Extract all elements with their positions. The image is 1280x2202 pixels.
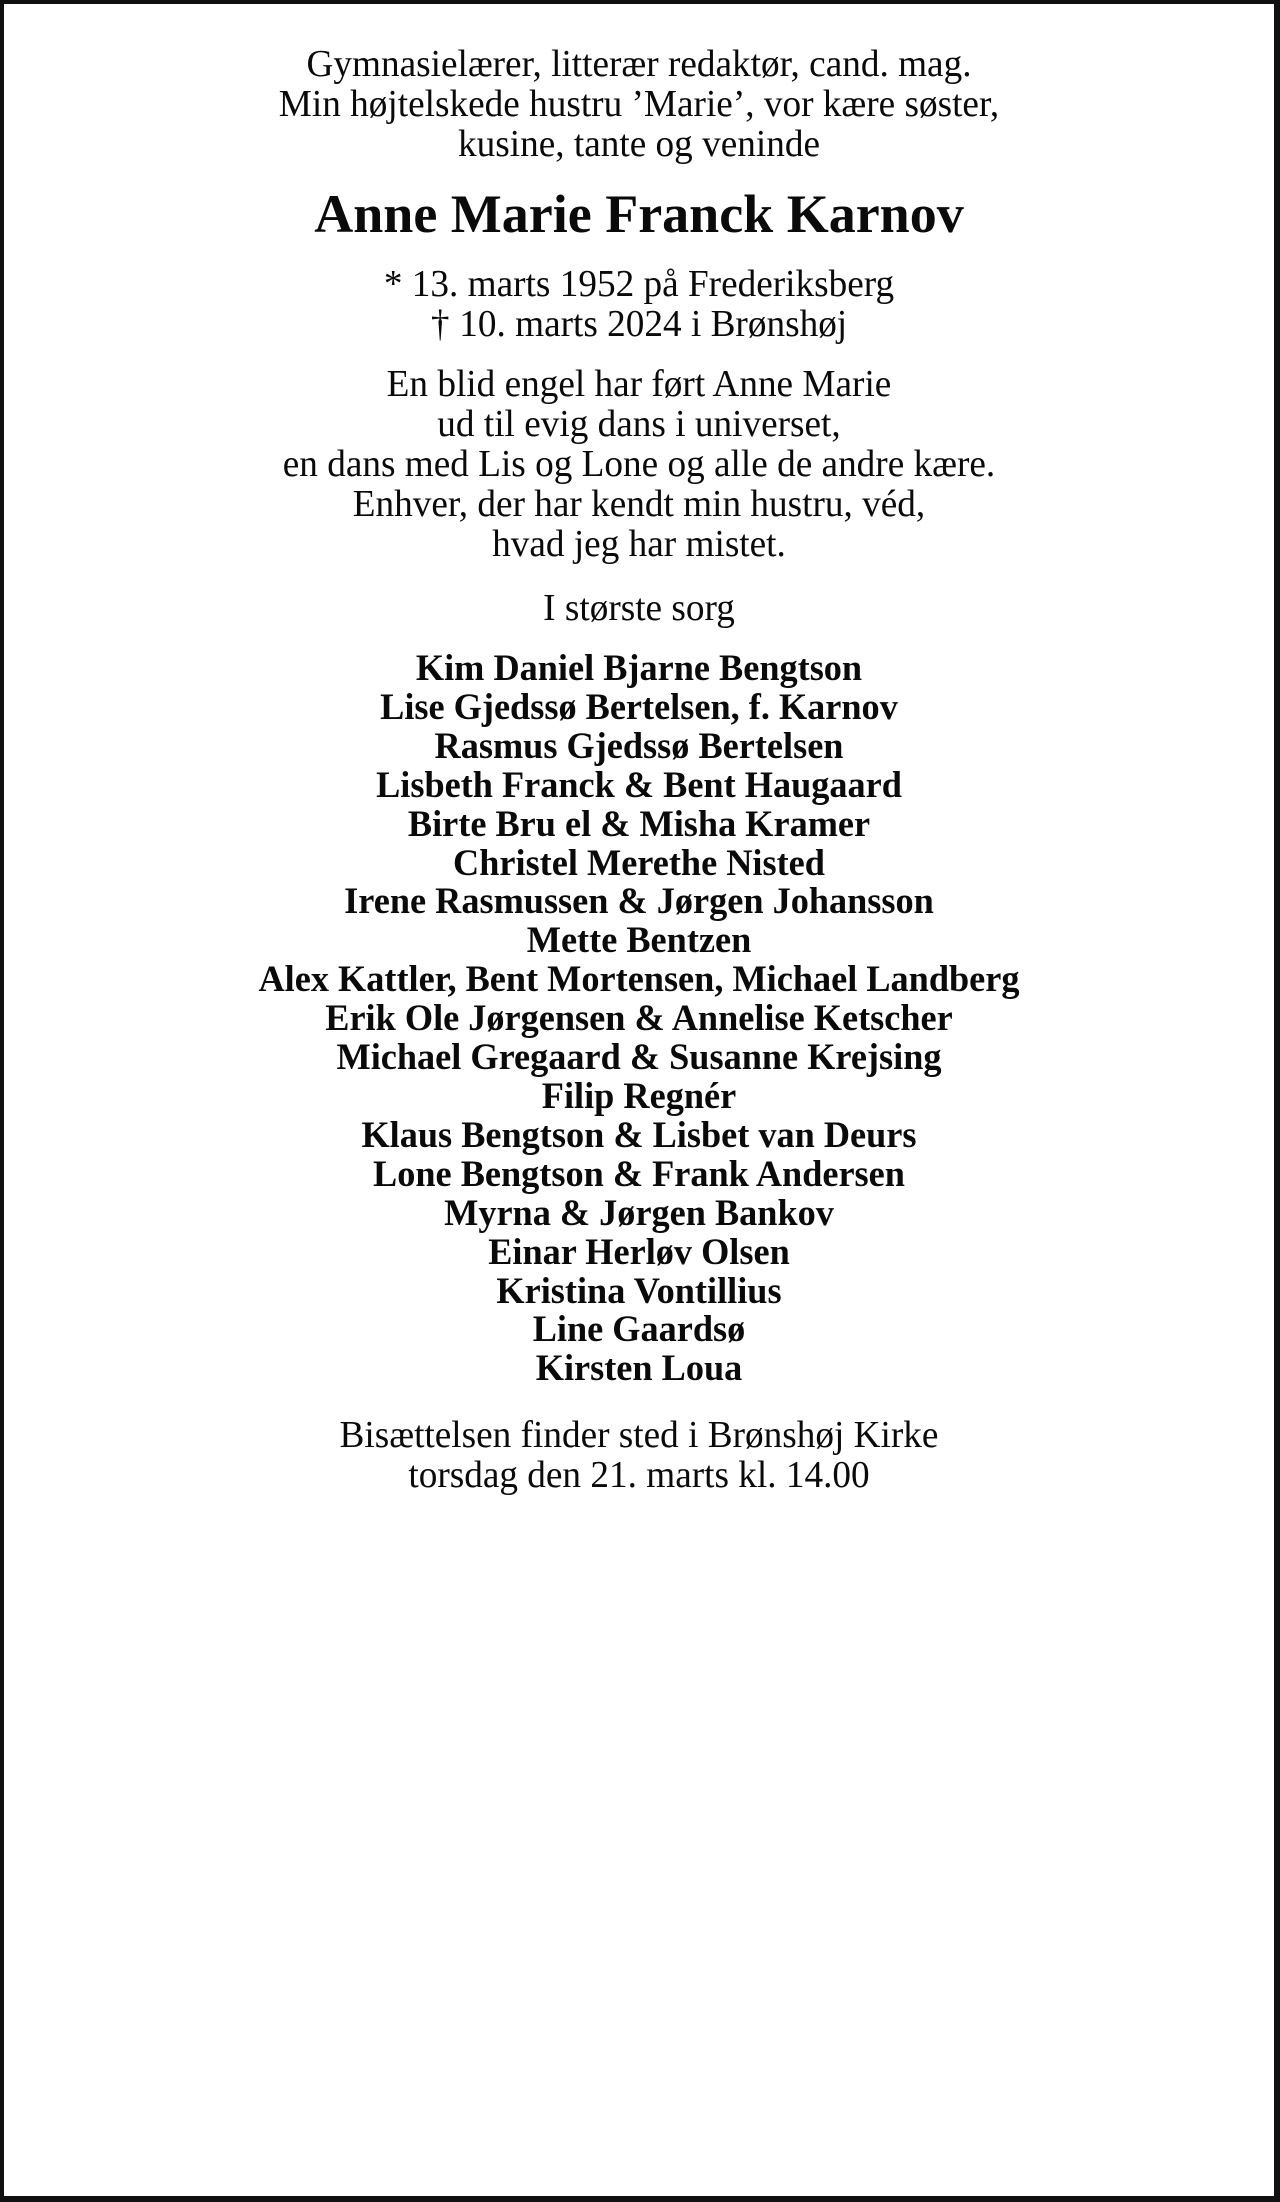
mourner-name: Kim Daniel Bjarne Bengtson <box>415 648 863 689</box>
mourner-name: Lisbeth Franck & Bent Haugaard <box>376 764 902 806</box>
intro-line-relation-cont: kusine, tante og veninde <box>458 123 820 165</box>
mourner-name: Klaus Bengtson & Lisbet van Deurs <box>361 1114 917 1156</box>
mourner-name: Alex Kattler, Bent Mortensen, Michael Landberg <box>258 959 1020 1001</box>
birth-line <box>17 264 1262 304</box>
funeral-section <box>4 1415 1274 1495</box>
funeral-location: Bisættelsen finder sted i Brønshøj Kirke <box>339 1414 939 1457</box>
mourner-name: Lone Bengtson & Frank Andersen <box>373 1153 905 1195</box>
intro-line-relation: Min højtelskede hustru ’Marie’, vor kære søster, <box>278 83 1000 125</box>
sorrow-line: I største sorg <box>543 587 735 629</box>
death-text: 10. marts 2024 i Brønshøj <box>459 303 848 345</box>
mourner-name: Filip Regnér <box>541 1075 737 1117</box>
intro-section <box>4 0 1274 164</box>
poem-line: en dans med Lis og Lone og alle de andre kære. <box>282 443 996 485</box>
poem-line: Enhver, der har kendt min hustru, véd, <box>352 483 926 525</box>
funeral-time: torsdag den 21. marts kl. 14.00 <box>408 1454 870 1497</box>
mourner-name: Birte Bru el & Misha Kramer <box>407 803 871 845</box>
sorrow-section <box>4 588 1274 628</box>
mourner-name: Line Gaardsø <box>532 1309 746 1351</box>
mourner-name: Myrna & Jørgen Bankov <box>444 1192 834 1234</box>
poem-line: hvad jeg har mistet. <box>492 523 786 565</box>
mourner-name: Rasmus Gjedssø Bertelsen <box>434 725 844 767</box>
mourner-name: Erik Ole Jørgensen & Annelise Ketscher <box>325 998 953 1040</box>
birth-star-icon: * <box>383 263 403 305</box>
death-dagger-icon: † <box>430 303 450 345</box>
poem-line: En blid engel har ført Anne Marie <box>386 363 892 405</box>
mourner-name: Irene Rasmussen & Jørgen Johansson <box>344 881 934 923</box>
mourner-name: Lise Gjedssø Bertelsen, f. Karnov <box>380 686 898 728</box>
mourner-name: Kristina Vontillius <box>496 1270 782 1312</box>
mourner-name: Mette Bentzen <box>526 920 752 962</box>
deceased-name: Anne Marie Franck Karnov <box>314 184 964 244</box>
dates-section <box>4 264 1274 344</box>
mourner-name: Christel Merethe Nisted <box>453 842 825 884</box>
death-notice <box>4 0 1274 1495</box>
intro-line-occupation: Gymnasielærer, litterær redaktør, cand. mag. <box>306 43 972 85</box>
poem-line: ud til evig dans i universet, <box>437 403 841 445</box>
mourner-name: Michael Gregaard & Susanne Krejsing <box>336 1037 942 1079</box>
death-line <box>17 304 1262 344</box>
mourner-name: Kirsten Loua <box>535 1348 743 1390</box>
mourners-list <box>4 650 1274 1389</box>
birth-text: 13. marts 1952 på Frederiksberg <box>411 263 895 305</box>
mourner-name: Einar Herløv Olsen <box>488 1231 790 1273</box>
poem-section <box>4 364 1274 564</box>
